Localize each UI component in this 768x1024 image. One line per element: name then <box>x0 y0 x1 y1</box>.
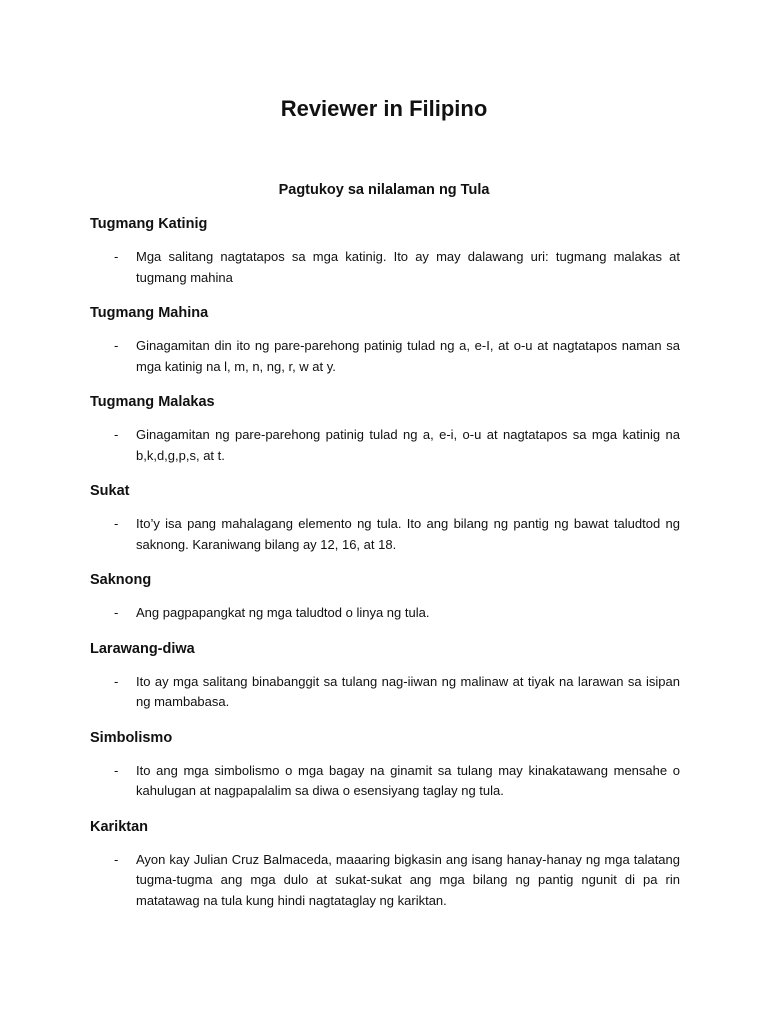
bullet-text: Ginagamitan din ito ng pare-parehong patinig tulad ng a, e-I, at o-u at nagtatapos naman sa mga katinig na l, m, n, ng, r, w at y. <box>136 338 680 374</box>
section-tugmang-katinig <box>90 214 680 288</box>
section-heading: Tugmang Malakas <box>90 394 215 410</box>
section-heading: Tugmang Katinig <box>90 216 208 232</box>
bullet-item <box>90 850 680 912</box>
bullet-item <box>90 425 680 466</box>
section-sukat <box>90 481 680 555</box>
bullet-dash: - <box>114 516 119 531</box>
section-heading: Simbolismo <box>90 729 173 746</box>
bullet-text: Ang pagpapangkat ng mga taludtod o linya ng tula. <box>136 605 430 620</box>
bullet-dash: - <box>114 762 119 778</box>
sections-list <box>90 214 680 926</box>
bullet-dash: - <box>114 605 119 620</box>
bullet-dash: - <box>114 673 119 689</box>
bullet-text: Ito ang mga simbolismo o mga bagay na ginamit sa tulang may kinakatawang mensahe o kahulugan at nagpapalalim sa diwa o esensiyang taglay ng tula. <box>136 762 680 798</box>
section-simbolismo <box>90 728 680 802</box>
section-heading: Sukat <box>90 483 130 499</box>
bullet-text: Mga salitang nagtatapos sa mga katinig. Ito ay may dalawang uri: tugmang malakas at tugmang mahina <box>136 249 680 285</box>
section-kariktan <box>90 817 680 912</box>
document-title: Reviewer in Filipino <box>280 96 488 121</box>
section-tugmang-mahina <box>90 303 680 377</box>
bullet-item <box>90 336 680 377</box>
bullet-dash: - <box>114 851 119 867</box>
bullet-item <box>90 761 680 802</box>
bullet-item <box>90 514 680 555</box>
section-heading: Larawang-diwa <box>90 640 195 657</box>
section-larawang-diwa <box>90 639 680 713</box>
bullet-text: Ginagamitan ng pare-parehong patinig tulad ng a, e-i, o-u at nagtatapos sa mga katinig na b,k,d,g,p,s, at t. <box>136 427 680 463</box>
bullet-item <box>90 672 680 713</box>
bullet-dash: - <box>114 249 119 264</box>
bullet-item <box>90 247 680 288</box>
document-subtitle: Pagtukoy sa nilalaman ng Tula <box>278 182 490 198</box>
bullet-text: Ayon kay Julian Cruz Balmaceda, maaaring bigkasin ang isang hanay-hanay ng mga talatang tugma-tugma ang mga dulo at sukat-sukat ang mga bilang ng pantig ngunit di pa rin matatawag na tula kung hindi nagtataglay ng kariktan. <box>136 851 680 908</box>
section-tugmang-malakas <box>90 392 680 466</box>
section-heading: Tugmang Mahina <box>90 305 209 321</box>
bullet-text: Ito’y isa pang mahalagang elemento ng tula. Ito ang bilang ng pantig ng bawat taludtod ng saknong. Karaniwang bilang ay 12, 16, at 18. <box>136 516 680 552</box>
bullet-item <box>90 603 680 624</box>
section-heading: Kariktan <box>90 818 149 835</box>
bullet-dash: - <box>114 338 119 353</box>
section-saknong <box>90 570 680 624</box>
bullet-dash: - <box>114 427 119 442</box>
section-heading: Saknong <box>90 572 152 588</box>
bullet-text: Ito ay mga salitang binabanggit sa tulang nag-iiwan ng malinaw at tiyak na larawan sa isipan ng mambabasa. <box>136 673 680 709</box>
